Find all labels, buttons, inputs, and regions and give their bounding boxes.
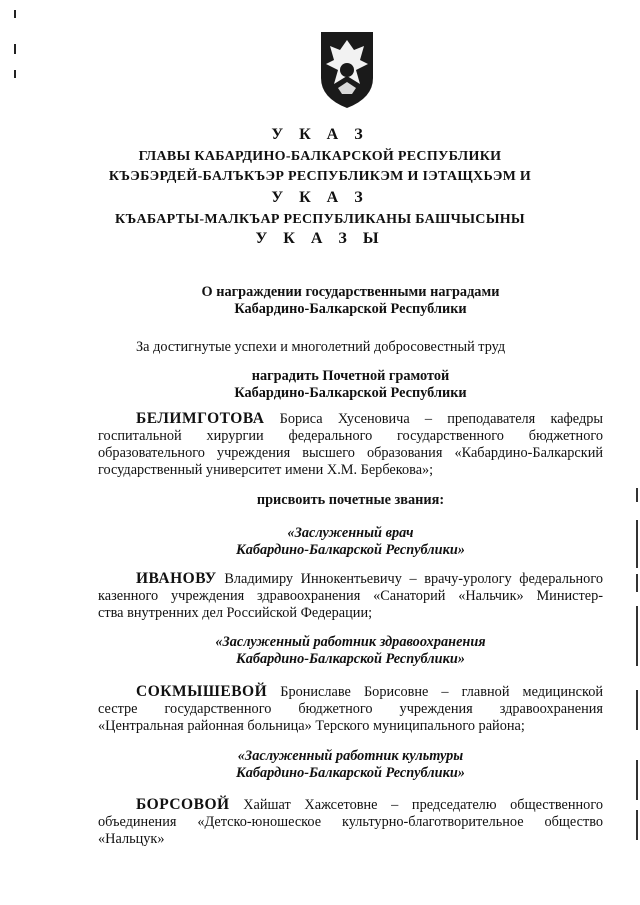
honorary-title-culture: «Заслуженный работник культуры Кабардино-Балкарской Республики» [236,748,465,781]
awardee-name: ИВАНОВУ [136,570,217,587]
ukaz-heading-kabardian: У К А З [271,189,369,206]
ukaz-heading-balkar: У К А З Ы [255,230,385,247]
paragraph-ivanov: ИВАНОВУ Владимиру Иннокентьевичу – врачу-урологу федерального казенного учреждения здравоохранения «Санаторий «Нальчик» Министер- ства внутренних дел Российской Федерации; [98,570,603,621]
ukaz-heading: У К А З [271,126,369,143]
header-line-kabardian: КЪЭБЭРДЕЙ-БАЛЪКЪЭР РЕСПУБЛИКЭМ И IЭТАЩХЬЭМ И [108,169,532,184]
paragraph-borsova: БОРСОВОЙ Хайшат Хажсетовне – председателю общественного объединения «Детско-юношеское культурно-благотворительное общество «Нальцук» [98,796,603,847]
award-heading: наградить Почетной грамотой Кабардино-Балкарской Республики [234,368,467,401]
honorary-title-doctor: «Заслуженный врач Кабардино-Балкарской Республики» [236,525,465,558]
honorary-title-healthcare: «Заслуженный работник здравоохранения Кабардино-Балкарской Республики» [215,634,486,667]
intro-line: За достигнутые успехи и многолетний добросовестный труд [136,339,506,355]
coat-of-arms-emblem [318,30,376,110]
awardee-name: БОРСОВОЙ [136,796,230,813]
header-line-russian: ГЛАВЫ КАБАРДИНО-БАЛКАРСКОЙ РЕСПУБЛИКИ [138,149,502,164]
awardee-name: БЕЛИМГОТОВА [136,410,265,427]
decree-title: О награждении государственными наградами Кабардино-Балкарской Республики [201,284,500,317]
paragraph-sokmysheva: СОКМЫШЕВОЙ Брониславе Борисовне – главной медицинской сестре государственного бюджетного учреждения здравоохранения «Центральная районная больница» Терского муниципального района; [98,683,603,734]
paragraph-belimgotov: БЕЛИМГОТОВА Бориса Хусеновича – преподавателя кафедры госпитальной хирургии федерального государственного бюджетного образовательного учреждения высшего образования «Кабардино-Балкарский государственный университет имени Х.М. Бербекова»; [98,410,603,478]
assign-heading: присвоить почетные звания: [256,492,445,508]
awardee-name: СОКМЫШЕВОЙ [136,683,268,700]
header-line-balkar: КЪАБАРТЫ-МАЛКЪАР РЕСПУБЛИКАНЫ БАШЧЫСЫНЫ [115,212,525,227]
